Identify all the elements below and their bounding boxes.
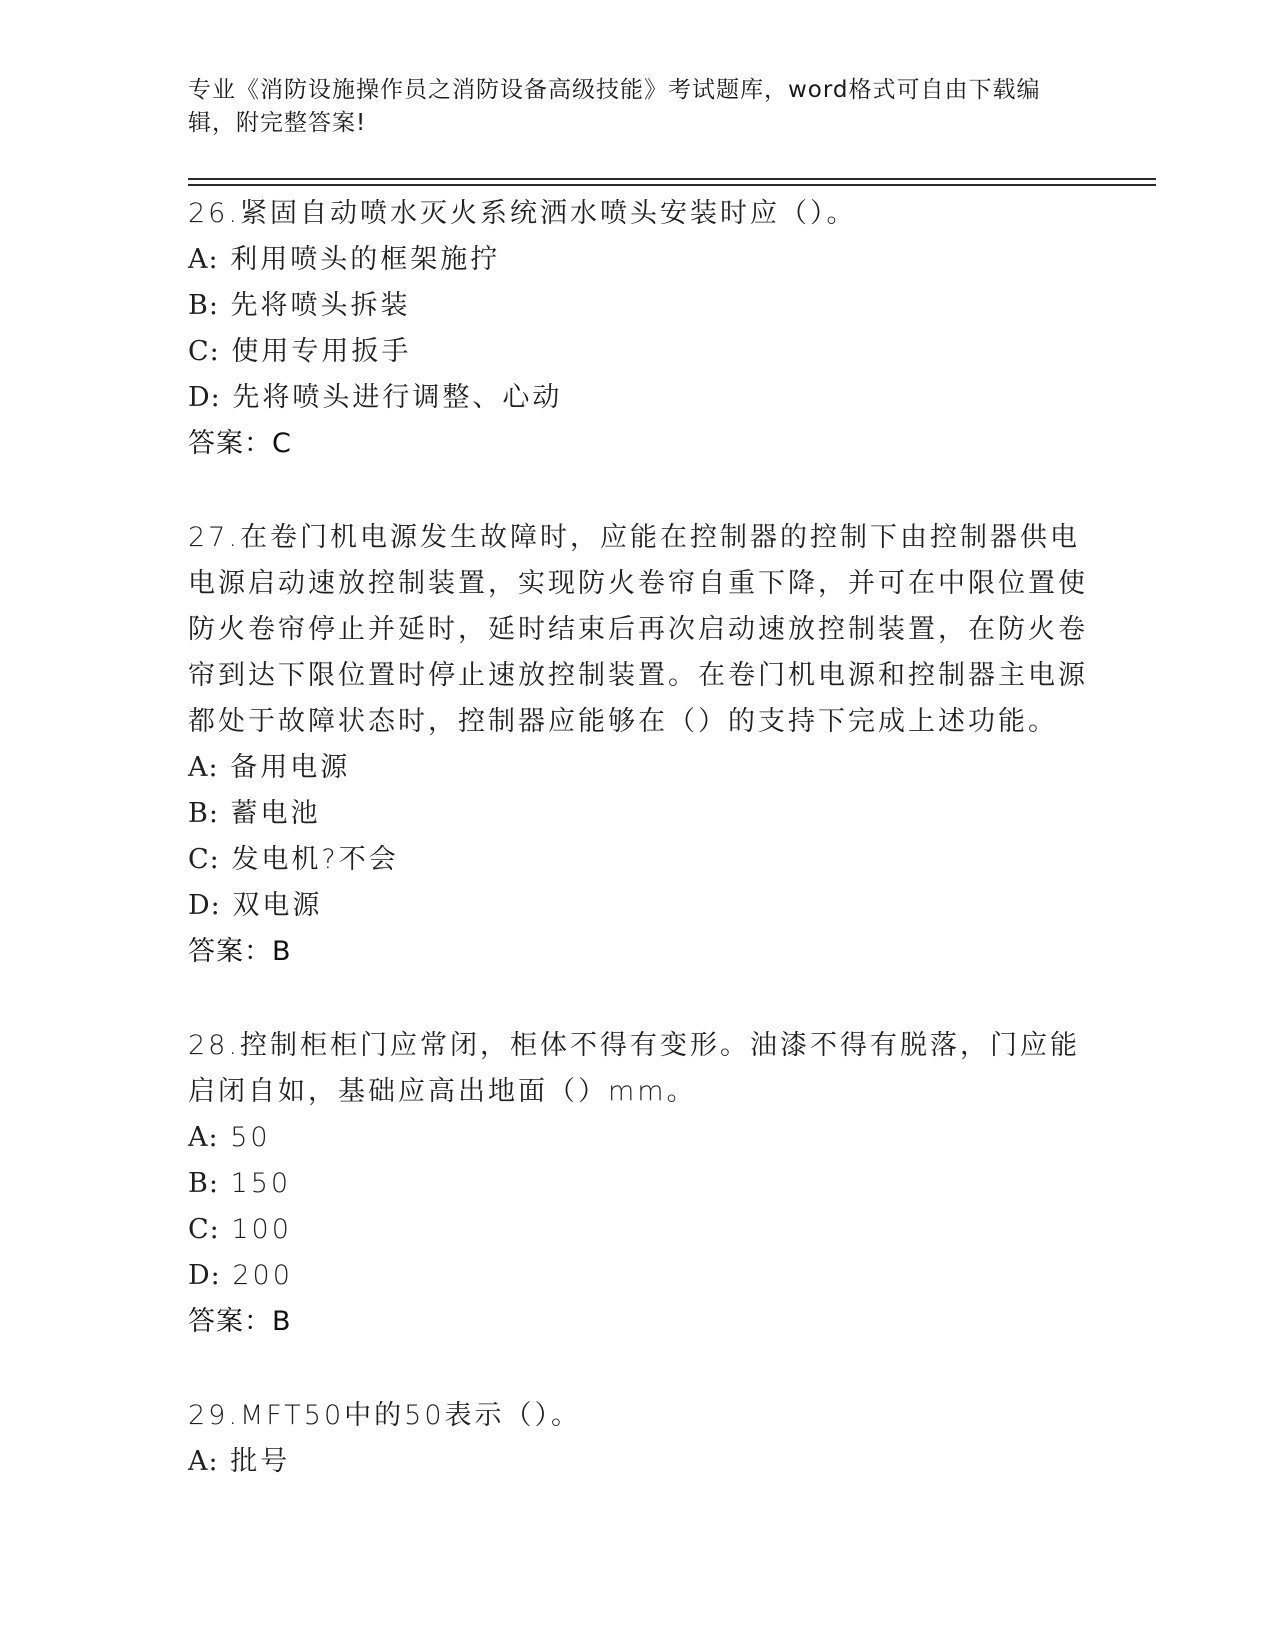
option-text: 批号 xyxy=(230,1446,291,1477)
question-stem: 27.在卷门机电源发生故障时，应能在控制器的控制下由控制器供电电源启动速放控制装置，实现防火卷帘自重下降，并可在中限位置使防火卷帘停止并延时，延时结束后再次启动速放控制装置，在防火卷帘到达下限位置时停止速放控制装置。在卷门机电源和控制器主电源都处于故障状态时，控制器应能够在（）的支持下完成上述功能。 xyxy=(188,522,1088,737)
question-stem: 28.控制柜柜门应常闭，柜体不得有变形。油漆不得有脱落，门应能启闭自如，基础应高出地面（）mm。 xyxy=(188,1030,1080,1107)
option-text: 先将喷头进行调整、心动 xyxy=(232,382,563,413)
answer-label: 答案：B xyxy=(188,936,292,967)
option-text: 150 xyxy=(230,1168,292,1199)
option-letter: A: xyxy=(188,1122,219,1153)
document-intro: 专业《消防设施操作员之消防设备高级技能》考试题库，word格式可自由下载编辑，附完整答案! xyxy=(188,77,1041,136)
option-d xyxy=(188,1253,1088,1299)
answer-label: 答案：B xyxy=(188,1306,292,1337)
option-letter: C: xyxy=(188,1214,220,1245)
option-letter: C: xyxy=(188,336,220,367)
option-text: 备用电源 xyxy=(230,752,351,783)
option-text: 先将喷头拆装 xyxy=(230,290,411,321)
question-stem: 26.紧固自动喷水灭火系统洒水喷头安装时应（）。 xyxy=(188,198,857,229)
question-stem: 29.MFT50中的50表示（）。 xyxy=(188,1400,581,1431)
option-d xyxy=(188,883,1088,929)
option-letter: D: xyxy=(188,890,221,921)
option-b xyxy=(188,1161,1088,1207)
question-26 xyxy=(188,191,1088,467)
option-text: 使用专用扳手 xyxy=(231,336,412,367)
option-text: 200 xyxy=(232,1260,293,1291)
option-b xyxy=(188,791,1088,837)
option-text: 蓄电池 xyxy=(230,798,321,829)
option-letter: B: xyxy=(188,290,219,321)
option-c xyxy=(188,837,1088,883)
question-list xyxy=(188,191,1088,1533)
option-a xyxy=(188,1115,1088,1161)
option-b xyxy=(188,283,1088,329)
option-letter: B: xyxy=(188,798,219,829)
option-a xyxy=(188,237,1088,283)
option-c xyxy=(188,1207,1088,1253)
option-c xyxy=(188,329,1088,375)
option-text: 发电机?不会 xyxy=(231,844,399,875)
option-text: 100 xyxy=(231,1214,292,1245)
question-29 xyxy=(188,1393,1088,1485)
option-a xyxy=(188,1439,1088,1485)
option-letter: A: xyxy=(188,752,219,783)
option-a xyxy=(188,745,1088,791)
answer-label: 答案：C xyxy=(188,428,292,459)
option-letter: A: xyxy=(188,1446,219,1477)
option-letter: A: xyxy=(188,244,219,275)
option-letter: B: xyxy=(188,1168,219,1199)
header-divider-bottom xyxy=(188,184,1156,186)
question-28 xyxy=(188,1023,1088,1345)
option-letter: D: xyxy=(188,1260,221,1291)
option-text: 利用喷头的框架施拧 xyxy=(230,244,501,275)
header-divider-top xyxy=(188,178,1156,180)
option-text: 双电源 xyxy=(232,890,323,921)
option-letter: D: xyxy=(188,382,221,413)
option-text: 50 xyxy=(230,1122,271,1153)
option-letter: C: xyxy=(188,844,220,875)
question-27 xyxy=(188,515,1088,975)
option-d xyxy=(188,375,1088,421)
